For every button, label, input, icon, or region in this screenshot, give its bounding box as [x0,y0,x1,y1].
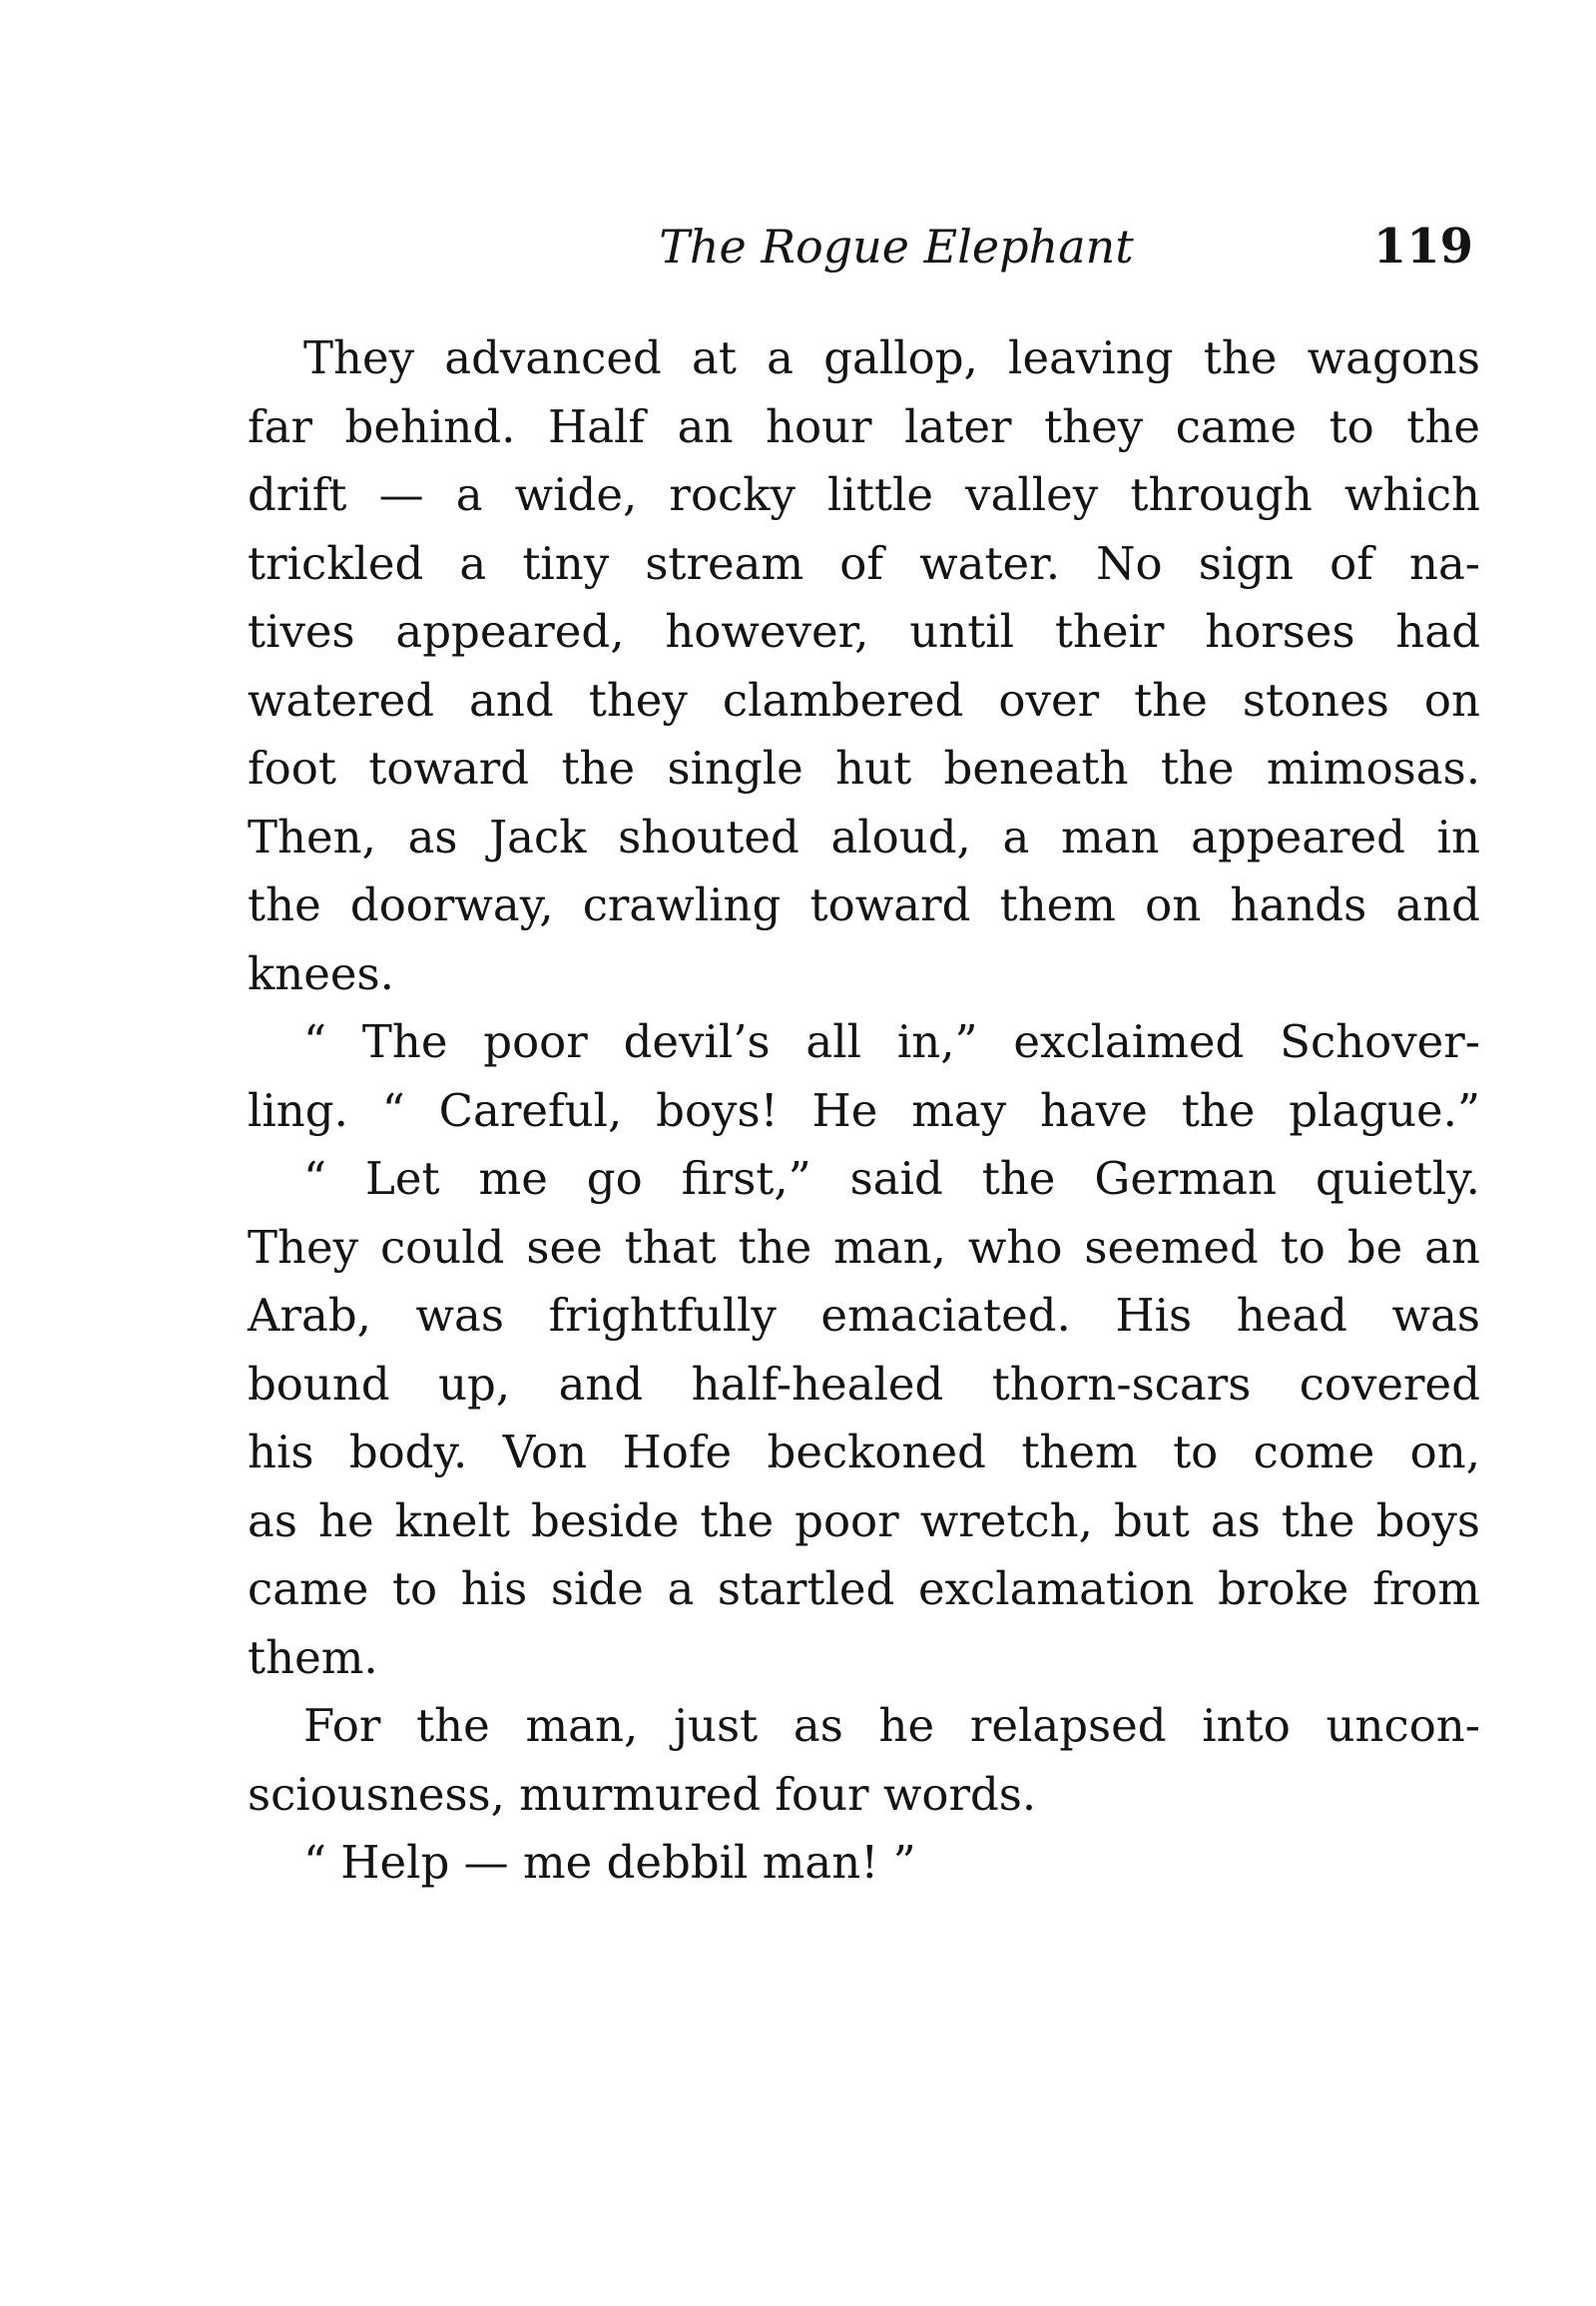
text-line: sciousness, murmured four words. [248,1767,1037,1821]
paragraph-3 [248,1145,1480,1692]
text-line: drift — a wide, rocky little valley through which [248,468,1480,521]
text-line: Then, as Jack shouted aloud, a man appeared in [248,810,1480,864]
text-line: For the man, just as he relapsed into uncon- [303,1699,1480,1752]
text-line: ling. “ Careful, boys! He may have the plague.” [248,1083,1480,1137]
text-line: They could see that the man, who seemed to be an [248,1220,1480,1274]
page-header [248,212,1485,282]
text-line: watered and they clambered over the stones on [248,673,1480,727]
text-line: “ Help — me debbil man! ” [303,1836,916,1889]
text-line: Arab, was frightfully emaciated. His head was [248,1289,1480,1342]
body-text [248,324,1480,1898]
paragraph-1 [248,324,1480,1008]
text-line: his body. Von Hofe beckoned them to come on, [248,1426,1480,1478]
running-title: The Rogue Elephant [659,220,1134,274]
text-line: knees. [248,946,394,1000]
text-line: bound up, and half-healed thorn-scars covered [248,1357,1480,1411]
paragraph-2 [248,1008,1480,1145]
paragraph-4 [248,1692,1480,1829]
text-line: foot toward the single hut beneath the mimosas. [248,742,1480,795]
text-line: the doorway, crawling toward them on hands and [248,878,1480,931]
text-line: as he knelt beside the poor wretch, but as the boys [248,1493,1480,1547]
text-line: them. [248,1630,378,1684]
text-line: “ The poor devil’s all in,” exclaimed Schover- [303,1015,1480,1068]
paragraph-5 [248,1829,1480,1898]
text-line: trickled a tiny stream of water. No sign of na- [248,536,1480,590]
text-line: “ Let me go first,” said the German quietly. [303,1152,1480,1205]
text-line: They advanced at a gallop, leaving the wagons [303,331,1480,384]
text-line: far behind. Half an hour later they came to the [248,399,1480,453]
text-line: tives appeared, however, until their horses had [248,605,1480,658]
page-number: 119 [1372,219,1473,275]
text-line: came to his side a startled exclamation broke from [248,1562,1480,1615]
